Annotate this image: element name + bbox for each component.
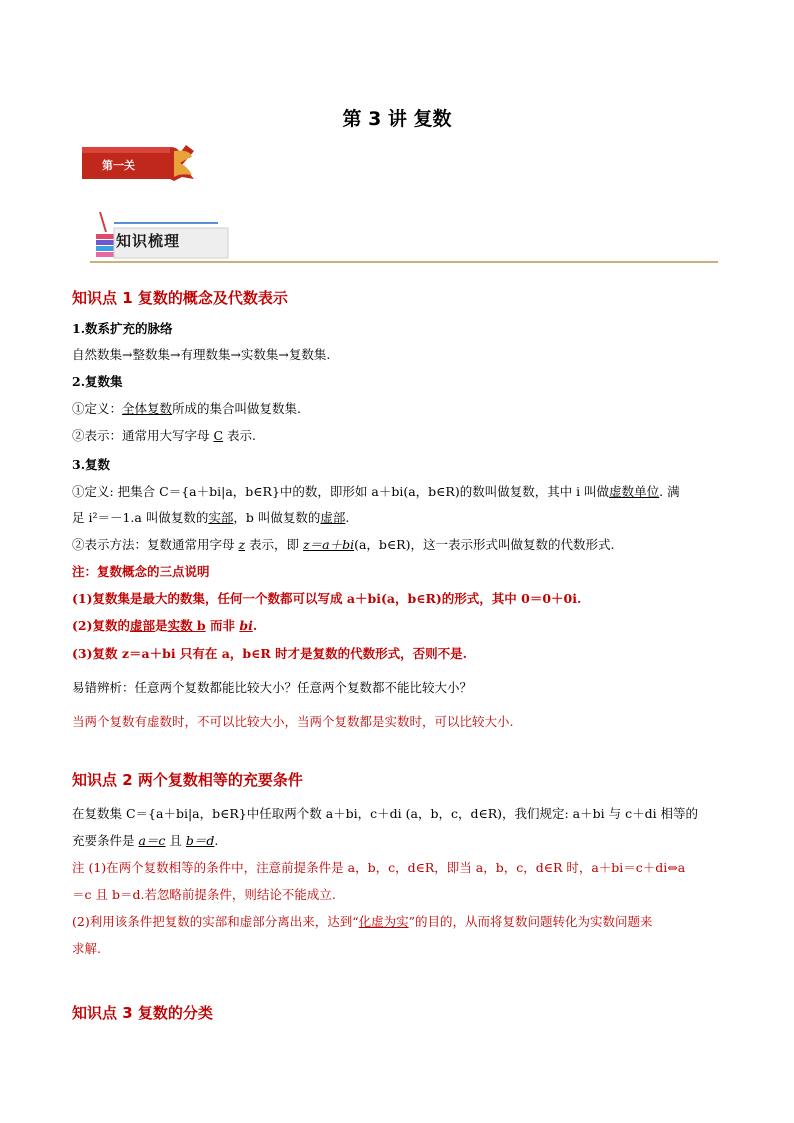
kp2-note-1: 注 (1)在两个复数相等的条件中，注意前提条件是 a，b，c，d∈R，即当 a，b，c，d∈R 时，a＋bi＝c＋di⇔a: [72, 860, 686, 875]
kp1-heading: 知识点 1 复数的概念及代数表示: [72, 289, 288, 307]
page-title: 第 3 讲 复数: [342, 108, 452, 130]
kp1-note-title: 注：复数概念的三点说明: [72, 564, 210, 579]
kp1-s1-title: 1.数系扩充的脉络: [72, 321, 173, 336]
kp1-note-3: (3)复数 z＝a＋bi 只有在 a，b∈R 时才是复数的代数形式，否则不是.: [72, 646, 467, 661]
banner-label: 第一关: [102, 159, 135, 172]
kp2-line2: 充要条件是 a＝c 且 b＝d.: [72, 833, 219, 848]
kp1-note-1: (1)复数集是最大的数集，任何一个数都可以写成 a＋bi(a，b∈R)的形式，其中 0＝0＋0i.: [72, 591, 582, 606]
kp1-s3-title: 3.复数: [72, 457, 111, 472]
kp1-s3-line3: ②表示方法：复数通常用字母 z 表示，即 z＝a＋bi(a，b∈R)，这一表示形式叫做复数的代数形式.: [72, 537, 615, 552]
banner-ribbon: [82, 143, 200, 183]
kp2-line1: 在复数集 C＝{a＋bi|a，b∈R}中任取两个数 a＋bi，c＋di (a，b，c，d∈R)，我们规定: a＋bi 与 c＋di 相等的: [72, 806, 699, 821]
kp1-s1-body: 自然数集→整数集→有理数集→实数集→复数集.: [72, 347, 331, 362]
kp2-note-2-cont: 求解.: [72, 941, 101, 956]
level-banner: [82, 143, 200, 187]
section-header: [90, 208, 718, 264]
kp2-heading: 知识点 2 两个复数相等的充要条件: [72, 771, 303, 789]
kp1-s3-line2: 足 i²＝－1.a 叫做复数的实部，b 叫做复数的虚部.: [72, 510, 350, 525]
kp1-s2-line2: ②表示：通常用大写字母 C 表示.: [72, 428, 257, 443]
kp1-note-2: (2)复数的虚部是实数 b 而非 bi.: [72, 618, 258, 633]
kp1-s2-title: 2.复数集: [72, 374, 123, 389]
section-label: 知识梳理: [116, 232, 181, 250]
kp1-s2-line1: ①定义：全体复数所成的集合叫做复数集.: [72, 401, 302, 416]
kp1-s3-line1: ①定义: 把集合 C＝{a＋bi|a，b∈R}中的数，即形如 a＋bi(a，b∈R)的数叫做复数，其中 i 叫做虚数单位. 满: [72, 484, 680, 499]
kp2-note-1-cont: ＝c 且 b＝d.若忽略前提条件，则结论不能成立.: [72, 887, 336, 902]
kp1-pitfall-answer: 当两个复数有虚数时，不可以比较大小，当两个复数都是实数时，可以比较大小.: [72, 714, 514, 729]
book-stack-icon: [90, 208, 718, 264]
kp1-pitfall-question: 易错辨析：任意两个复数都能比较大小？任意两个复数都不能比较大小？: [72, 680, 473, 695]
kp3-heading: 知识点 3 复数的分类: [72, 1004, 213, 1022]
kp2-note-2: (2)利用该条件把复数的实部和虚部分离出来，达到“化虚为实”的目的，从而将复数问题转化为实数问题来: [72, 914, 653, 929]
